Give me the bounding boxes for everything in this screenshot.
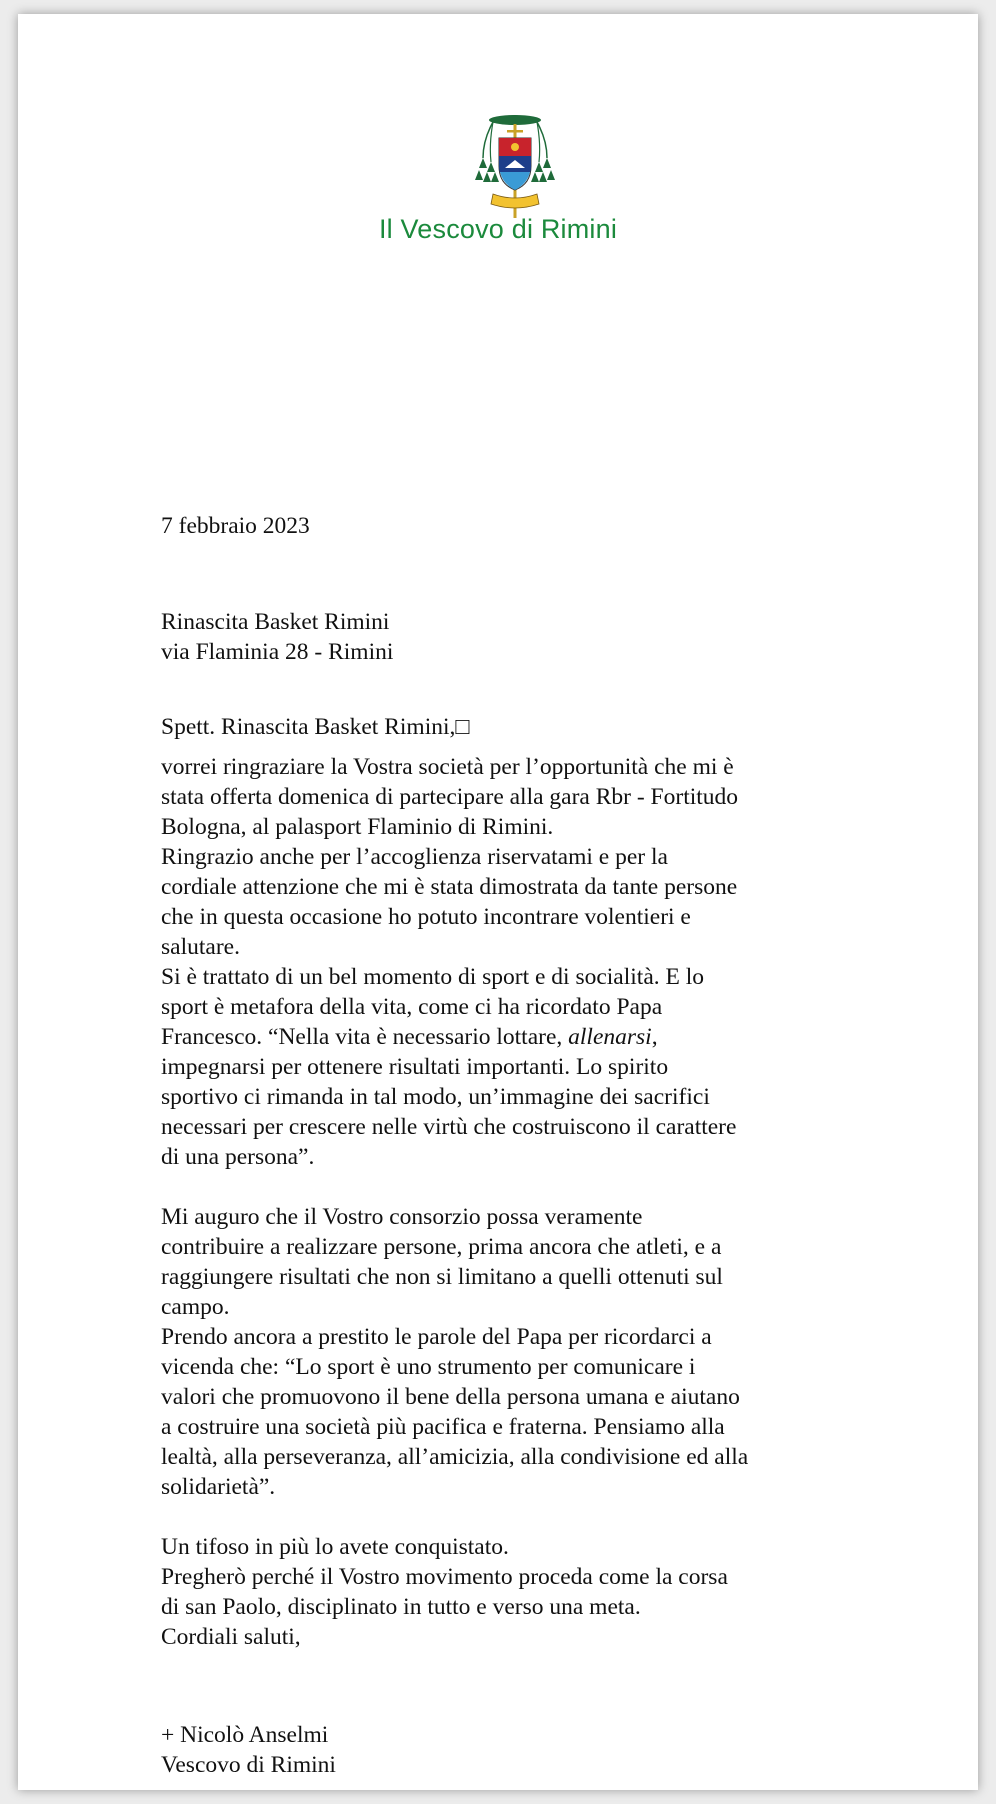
recipient-line: via Flaminia 28 - Rimini bbox=[161, 639, 394, 665]
paragraph-line: Prendo ancora a prestito le parole del Papa per ricordarci a bbox=[161, 1324, 712, 1350]
paragraph-line: campo. bbox=[161, 1294, 230, 1320]
paragraph-line: di san Paolo, disciplinato in tutto e verso una meta. bbox=[161, 1594, 641, 1620]
paragraph-line: cordiale attenzione che mi è stata dimostrata da tante persone bbox=[161, 874, 738, 900]
paragraph-line: Si è trattato di un bel momento di sport e di socialità. E lo bbox=[161, 964, 705, 990]
signature-title: Vescovo di Rimini bbox=[161, 1752, 336, 1778]
paragraph-line: solidarietà”. bbox=[161, 1474, 276, 1500]
recipient-line: Rinascita Basket Rimini bbox=[161, 609, 390, 635]
paragraph-line: contribuire a realizzare persone, prima ancora che atleti, e a bbox=[161, 1234, 722, 1260]
paragraph-line: necessari per crescere nelle virtù che costruiscono il carattere bbox=[161, 1114, 737, 1140]
paragraph-line: Pregherò perché il Vostro movimento proceda come la corsa bbox=[161, 1564, 728, 1590]
paragraph-line: impegnarsi per ottenere risultati importanti. Lo spirito bbox=[161, 1054, 669, 1080]
paragraph-line: sportivo ci rimanda in tal modo, un’immagine dei sacrifici bbox=[161, 1084, 710, 1110]
salutation: Spett. Rinascita Basket Rimini,□ bbox=[161, 714, 470, 740]
letterhead-title: Il Vescovo di Rimini bbox=[378, 214, 618, 244]
episcopal-coat-of-arms-icon bbox=[469, 110, 561, 230]
paragraph-line: salutare. bbox=[161, 934, 240, 960]
closing: Cordiali saluti, bbox=[161, 1624, 301, 1650]
quote-comma: , bbox=[651, 1024, 658, 1050]
paragraph-line: lealtà, alla perseveranza, all’amicizia, alla condivisione ed alla bbox=[161, 1444, 749, 1470]
paragraph-line: Ringrazio anche per l’accoglienza riservatami e per la bbox=[161, 844, 668, 870]
paragraph-line: stata offerta domenica di partecipare alla gara Rbr - Fortitudo bbox=[161, 784, 739, 810]
paragraph-line: che in questa occasione ho potuto incontrare volentieri e bbox=[161, 904, 691, 930]
paragraph-line: di una persona”. bbox=[161, 1144, 315, 1170]
letter-date: 7 febbraio 2023 bbox=[161, 513, 310, 539]
letter-body bbox=[161, 511, 881, 1780]
paragraph-line: sport è metafora della vita, come ci ha ricordato Papa bbox=[161, 994, 663, 1020]
paragraph-line: Bologna, al palasport Flaminio di Rimini. bbox=[161, 814, 554, 840]
paragraph-line: valori che promuovono il bene della persona umana e aiutano bbox=[161, 1384, 740, 1410]
paragraph-line: Mi auguro che il Vostro consorzio possa veramente bbox=[161, 1204, 643, 1230]
letter-page bbox=[18, 14, 978, 1790]
quote-italic-word: allenarsi bbox=[568, 1024, 652, 1050]
paragraph-line: vicenda che: “Lo sport è uno strumento per comunicare i bbox=[161, 1354, 696, 1380]
paragraph-line: raggiungere risultati che non si limitano a quelli ottenuti sul bbox=[161, 1264, 723, 1290]
quote-text: Francesco. “Nella vita è necessario lottare, bbox=[161, 1024, 569, 1050]
paragraph-line: Un tifoso in più lo avete conquistato. bbox=[161, 1534, 509, 1560]
paragraph-line: vorrei ringraziare la Vostra società per l’opportunità che mi è bbox=[161, 754, 734, 780]
signature-name: + Nicolò Anselmi bbox=[161, 1722, 329, 1748]
paragraph-line-quote bbox=[161, 1022, 881, 1052]
paragraph-line: a costruire una società più pacifica e fraterna. Pensiamo alla bbox=[161, 1414, 725, 1440]
